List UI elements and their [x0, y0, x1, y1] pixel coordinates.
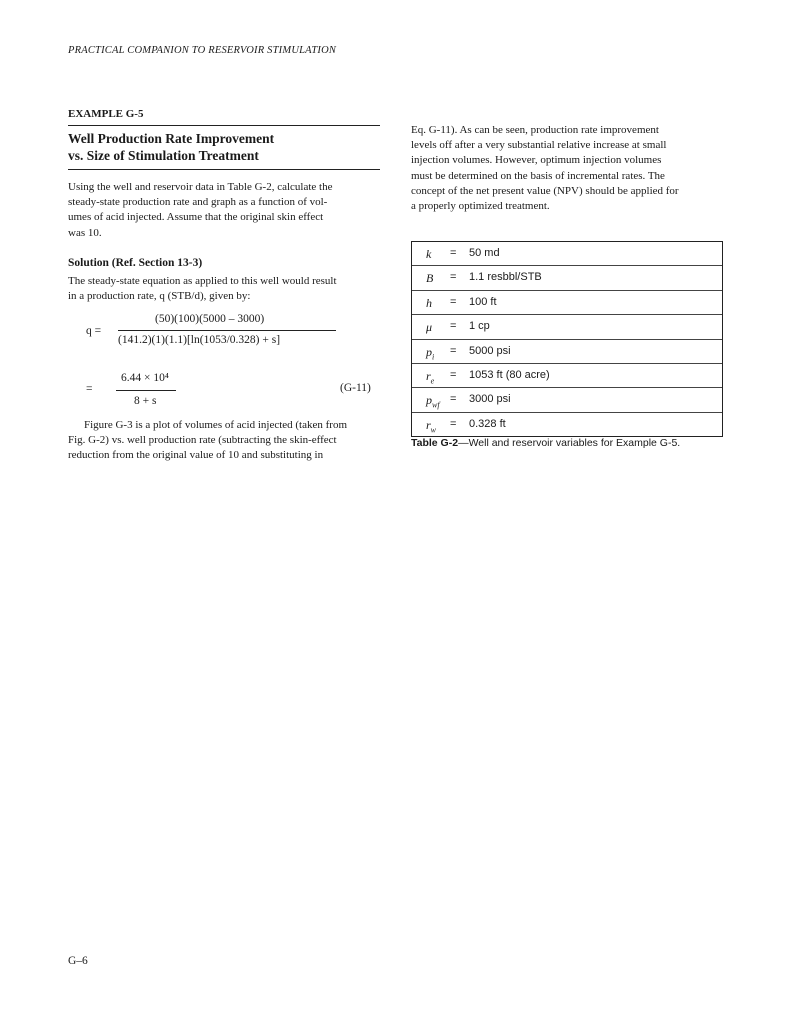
variable-value: 1.1 resbbl/STB: [469, 271, 542, 284]
table-row: [412, 291, 722, 315]
right-line: Eq. G-11). As can be seen, production rate improvement: [411, 124, 659, 136]
page-number: G–6: [68, 955, 88, 967]
right-line: injection volumes. However, optimum injection volumes: [411, 154, 662, 167]
table-row: [412, 413, 722, 436]
variable-value: 5000 psi: [469, 344, 511, 357]
equals-sign: =: [450, 368, 457, 381]
intro-line: steady-state production rate and graph as a function of vol-: [68, 196, 328, 209]
equals-sign: =: [450, 295, 457, 308]
solution-line: The steady-state equation as applied to this well would result: [68, 275, 337, 287]
eq2-denominator: 8 + s: [134, 395, 157, 407]
variable-symbol: $r_e$: [426, 368, 435, 386]
variable-value: 0.328 ft: [469, 417, 506, 430]
intro-line: umes of acid injected. Assume that the original skin effect: [68, 211, 324, 224]
eq2-equals: =: [86, 383, 93, 395]
running-header: PRACTICAL COMPANION TO RESERVOIR STIMULATION: [68, 45, 337, 56]
table-row: [412, 266, 722, 290]
table-row: [412, 340, 722, 364]
right-line: levels off after a very substantial relative increase at small: [411, 139, 667, 152]
table-row: [412, 315, 722, 339]
variable-symbol: $p_{wf}$: [426, 393, 440, 410]
variable-value: 50 md: [469, 247, 500, 259]
equals-sign: =: [450, 344, 457, 357]
variable-symbol: B: [426, 271, 434, 286]
eq1-numerator: (50)(100)(5000 – 3000): [155, 313, 265, 325]
intro-line: Using the well and reservoir data in Table G-2, calculate the: [68, 181, 333, 193]
example-title: [68, 130, 380, 164]
after-equation-paragraph: [68, 418, 380, 464]
variable-symbol: $p_i$: [426, 344, 435, 361]
title-bottom-rule: [68, 169, 380, 170]
variable-value: 1 cp: [469, 320, 490, 333]
eq1-fraction-bar: [118, 330, 336, 331]
solution-paragraph: [68, 274, 380, 304]
right-column-paragraph: [411, 123, 721, 214]
table-row: [412, 388, 722, 412]
eq1-lhs: q =: [86, 325, 102, 337]
intro-paragraph: [68, 180, 380, 241]
right-line: concept of the net present value (NPV) should be applied for: [411, 184, 679, 197]
title-top-rule: [68, 125, 380, 126]
variable-symbol: $r_w$: [426, 417, 437, 435]
table-caption-label: Table G-2: [411, 437, 459, 449]
example-label: EXAMPLE G-5: [68, 108, 144, 120]
table-row: [412, 242, 722, 266]
after-line: reduction from the original value of 10 and substituting in: [68, 449, 324, 462]
equals-sign: =: [450, 271, 457, 284]
variables-table: [411, 241, 723, 437]
right-line: a properly optimized treatment.: [411, 200, 550, 213]
equals-sign: =: [450, 320, 457, 333]
equals-sign: =: [450, 417, 457, 430]
right-line: must be determined on the basis of incremental rates. The: [411, 169, 665, 182]
solution-line: in a production rate, q (STB/d), given by:: [68, 290, 251, 303]
variable-value: 1053 ft (80 acre): [469, 368, 550, 381]
equals-sign: =: [450, 393, 457, 406]
table-row: [412, 364, 722, 388]
after-line: Fig. G-2) vs. well production rate (subtracting the skin-effect: [68, 434, 337, 447]
variable-symbol: h: [426, 295, 432, 310]
example-title-line2: vs. Size of Stimulation Treatment: [68, 148, 259, 163]
eq2-numerator: 6.44 × 10⁴: [121, 372, 169, 384]
variable-symbol: μ: [426, 320, 433, 335]
variable-value: 3000 psi: [469, 393, 511, 406]
example-title-line1: Well Production Rate Improvement: [68, 131, 275, 146]
variable-value: 100 ft: [469, 295, 497, 308]
after-line: Figure G-3 is a plot of volumes of acid injected (taken from: [84, 419, 348, 431]
eq1-denominator: (141.2)(1)(1.1)[ln(1053/0.328) + s]: [118, 334, 281, 346]
table-caption-text: —Well and reservoir variables for Example G-5.: [458, 437, 681, 449]
intro-line: was 10.: [68, 226, 102, 239]
eq2-fraction-bar: [116, 390, 176, 391]
variable-symbol: k: [426, 247, 432, 261]
table-caption: [411, 437, 680, 449]
equation-number: (G-11): [340, 382, 371, 394]
equals-sign: =: [450, 247, 457, 259]
solution-heading: Solution (Ref. Section 13-3): [68, 257, 203, 269]
